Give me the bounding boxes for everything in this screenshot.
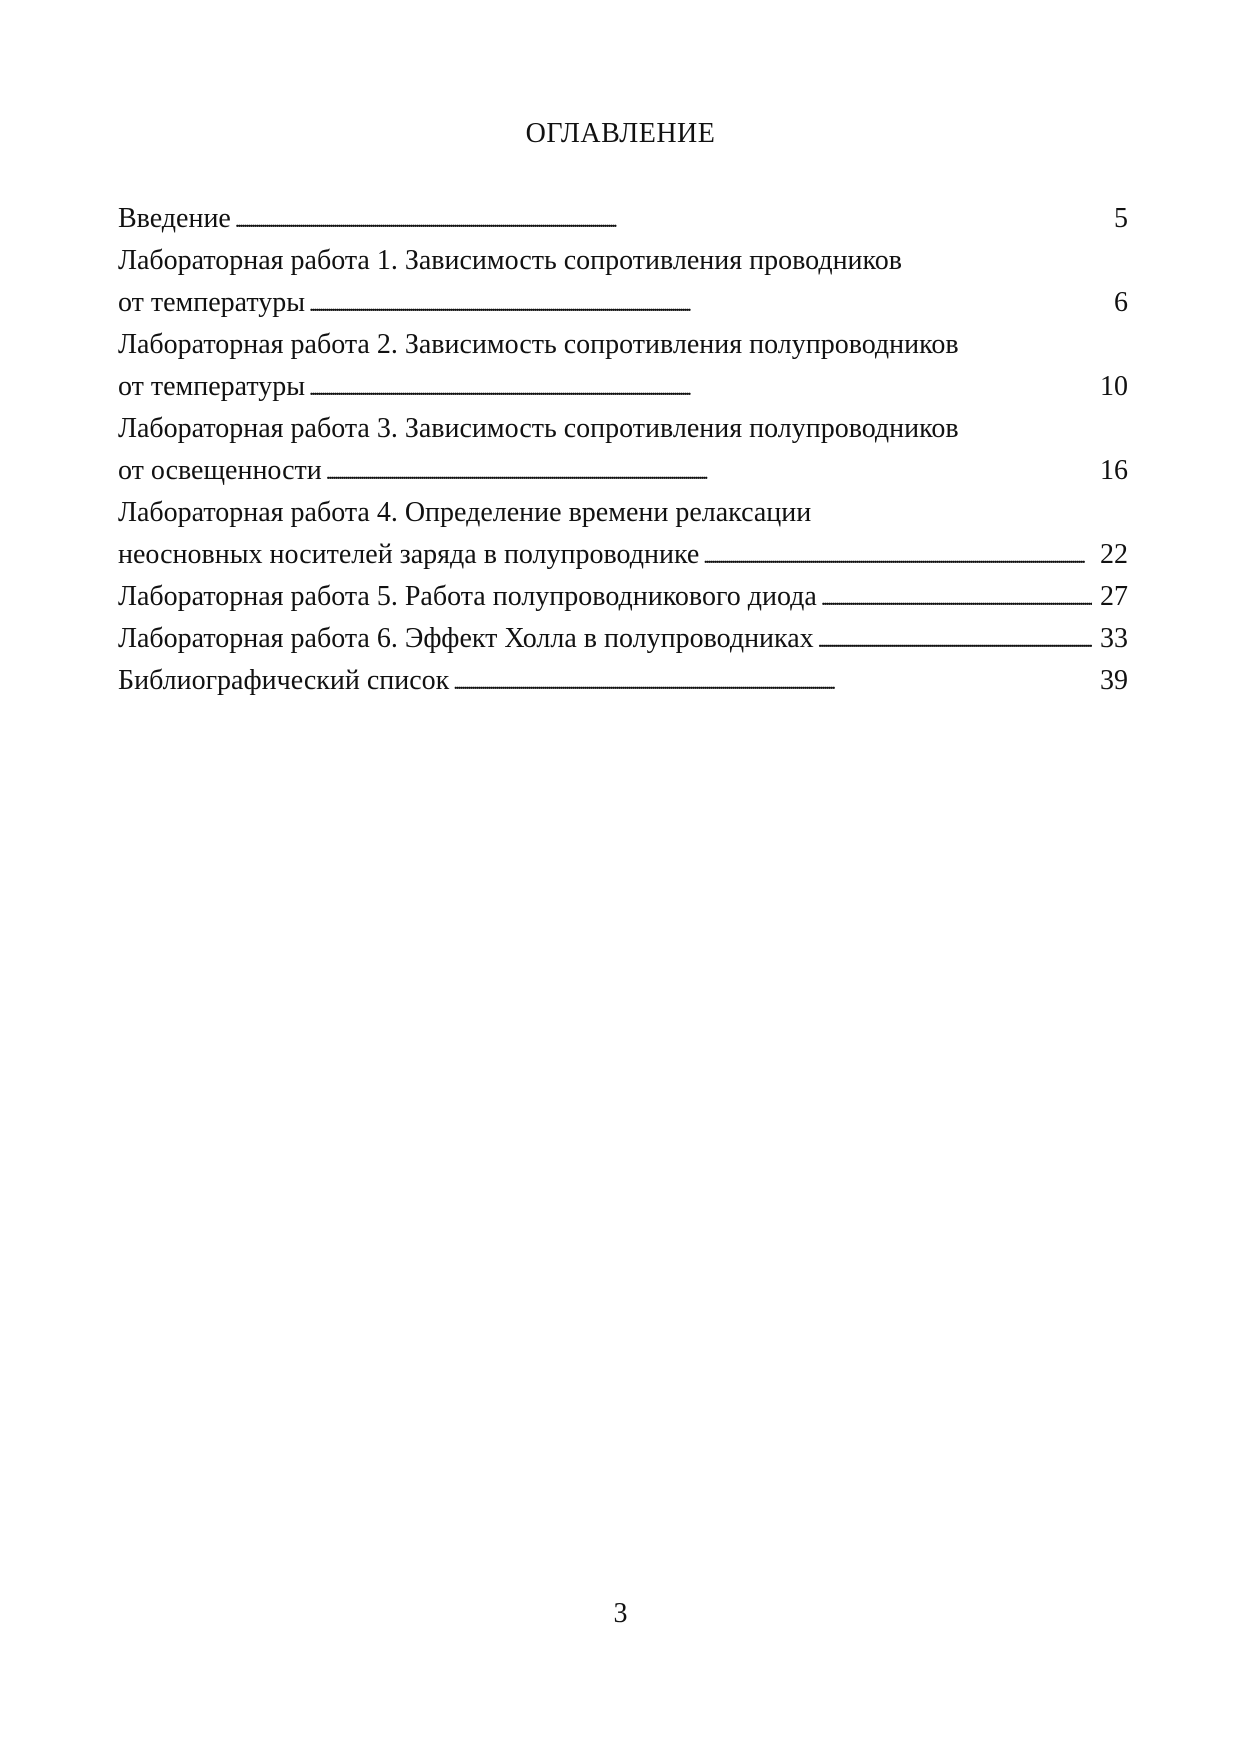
table-of-contents xyxy=(118,198,1128,702)
toc-leader-dots xyxy=(818,618,1092,662)
toc-leader-dots xyxy=(821,576,1092,620)
toc-entry-label: Лабораторная работа 3. Зависимость сопротивления полупроводников xyxy=(118,413,959,444)
page-title: ОГЛАВЛЕНИЕ xyxy=(525,118,716,149)
toc-entry-lab4-line1[interactable] xyxy=(118,492,1128,534)
toc-entry-label: Лабораторная работа 4. Определение времени релаксации xyxy=(118,497,812,528)
toc-entry-lab4-line2[interactable] xyxy=(118,534,1128,576)
toc-entry-label: неосновных носителей заряда в полупроводнике xyxy=(118,539,700,570)
toc-entry-lab6[interactable] xyxy=(118,618,1128,660)
toc-leader-dots xyxy=(326,450,1092,494)
toc-entry-label: от температуры xyxy=(118,371,306,402)
toc-entry-label: от освещенности xyxy=(118,455,322,486)
toc-entry-label: Библиографический список xyxy=(118,665,450,696)
toc-leader-dots xyxy=(309,282,1092,326)
toc-entry-lab2-line2[interactable] xyxy=(118,366,1128,408)
toc-page-number: 39 xyxy=(1100,665,1128,696)
toc-entry-bibliography[interactable] xyxy=(118,660,1128,702)
toc-leader-dots xyxy=(235,198,1092,242)
toc-entry-label: Лабораторная работа 1. Зависимость сопротивления проводников xyxy=(118,245,902,276)
toc-entry-lab3-line2[interactable] xyxy=(118,450,1128,492)
toc-entry-label: Введение xyxy=(118,203,231,234)
toc-page-number: 5 xyxy=(1114,203,1128,234)
toc-leader-dots xyxy=(453,660,1092,704)
toc-entry-lab1-line2[interactable] xyxy=(118,282,1128,324)
toc-entry-lab3-line1[interactable] xyxy=(118,408,1128,450)
toc-page-number: 27 xyxy=(1100,581,1128,612)
toc-page-number: 6 xyxy=(1114,287,1128,318)
toc-page-number: 10 xyxy=(1100,371,1128,402)
toc-entry-label: Лабораторная работа 5. Работа полупроводникового диода xyxy=(118,581,817,612)
page-number: 3 xyxy=(613,1598,628,1629)
toc-entry-introduction[interactable] xyxy=(118,198,1128,240)
toc-entry-label: Лабораторная работа 6. Эффект Холла в полупроводниках xyxy=(118,623,814,654)
toc-entry-lab5[interactable] xyxy=(118,576,1128,618)
toc-entry-lab2-line1[interactable] xyxy=(118,324,1128,366)
toc-entry-label: от температуры xyxy=(118,287,306,318)
toc-entry-label: Лабораторная работа 2. Зависимость сопротивления полупроводников xyxy=(118,329,959,360)
toc-page-number: 16 xyxy=(1100,455,1128,486)
toc-page-number: 22 xyxy=(1100,539,1128,570)
toc-leader-dots xyxy=(703,534,1092,578)
toc-page-number: 33 xyxy=(1100,623,1128,654)
toc-entry-lab1-line1[interactable] xyxy=(118,240,1128,282)
toc-leader-dots xyxy=(309,366,1092,410)
